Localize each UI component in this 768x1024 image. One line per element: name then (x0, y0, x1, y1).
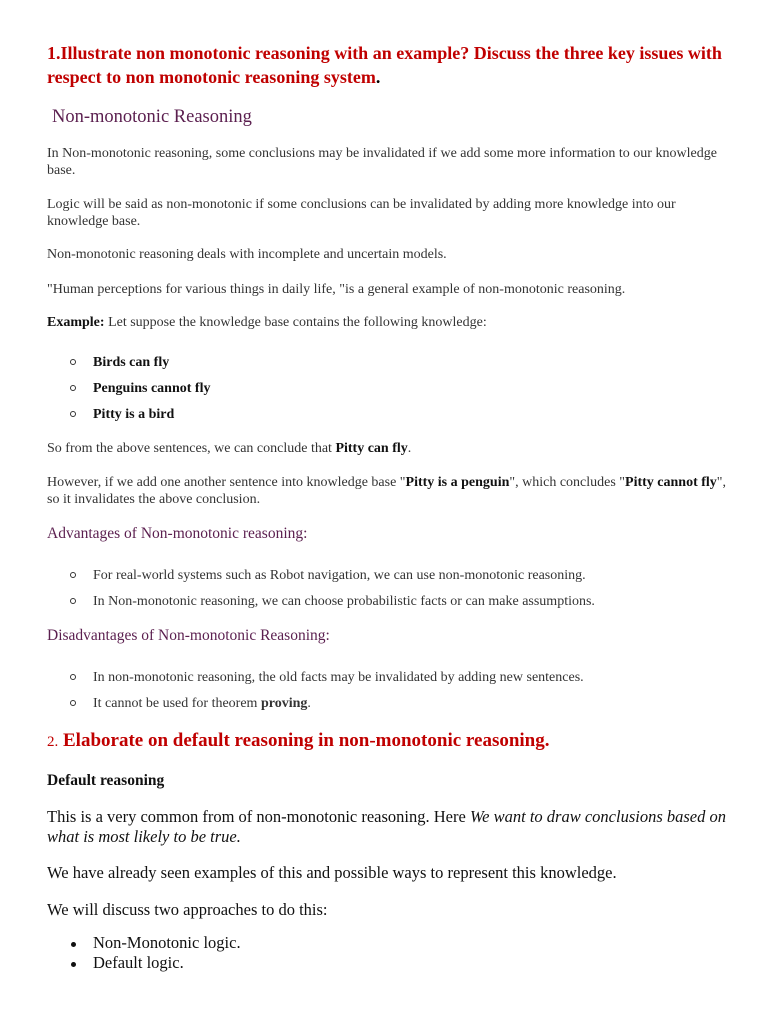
knowledge-base-list (47, 354, 727, 423)
list-item: In Non-monotonic reasoning, we can choose probabilistic facts or can make assumptions. (47, 593, 727, 610)
section-title: Non-monotonic Reasoning (52, 107, 252, 127)
list-item: Pitty is a bird (47, 406, 727, 423)
paragraph-example: Example: Let suppose the knowledge base contains the following knowledge: (47, 315, 487, 330)
list-item: Default logic. (47, 953, 241, 973)
list-item: Birds can fly (47, 354, 727, 371)
default-reasoning-heading: Default reasoning (47, 772, 165, 789)
advantages-list (47, 567, 727, 610)
circle-bullet-icon (70, 674, 76, 680)
disadvantages-heading: Disadvantages of Non-monotonic Reasoning: (47, 627, 330, 644)
disc-bullet-icon (71, 942, 76, 947)
list-item: In non-monotonic reasoning, the old facts may be invalidated by adding new sentences. (47, 669, 727, 686)
circle-bullet-icon (70, 572, 76, 578)
circle-bullet-icon (70, 385, 76, 391)
question-1-heading: 1.Illustrate non monotonic reasoning with an example? Discuss the three key issues with respect to non monotonic reasoning system. (47, 43, 722, 87)
circle-bullet-icon (70, 411, 76, 417)
example-label: Example: (47, 315, 105, 330)
list-item: It cannot be used for theorem proving. (47, 695, 727, 712)
paragraph-models: Non-monotonic reasoning deals with incomplete and uncertain models. (47, 247, 447, 262)
list-item: For real-world systems such as Robot navigation, we can use non-monotonic reasoning. (47, 567, 727, 584)
paragraph-default-reasoning: This is a very common from of non-monotonic reasoning. Here We want to draw conclusions based on what is most likely to be true. (47, 807, 727, 846)
list-item: Non-Monotonic logic. (47, 933, 241, 953)
question-2-heading: 2. Elaborate on default reasoning in non-monotonic reasoning. (47, 730, 550, 751)
paragraph-approaches: We will discuss two approaches to do this: (47, 900, 328, 919)
paragraph-however: However, if we add one another sentence into knowledge base "Pitty is a penguin", which concludes "Pitty cannot fly", so it invalidates the above conclusion. (47, 475, 726, 507)
circle-bullet-icon (70, 598, 76, 604)
disc-bullet-icon (71, 962, 76, 967)
list-item: Penguins cannot fly (47, 380, 727, 397)
approaches-list (47, 933, 241, 973)
paragraph-definition: In Non-monotonic reasoning, some conclusions may be invalidated if we add some more information to our knowledge base. (47, 146, 717, 178)
circle-bullet-icon (70, 359, 76, 365)
circle-bullet-icon (70, 700, 76, 706)
disadvantages-list (47, 669, 727, 712)
paragraph-conclusion: So from the above sentences, we can conclude that Pitty can fly. (47, 441, 412, 456)
paragraph-logic: Logic will be said as non-monotonic if some conclusions can be invalidated by adding more knowledge into our knowledge base. (47, 197, 676, 229)
paragraph-examples: We have already seen examples of this and possible ways to represent this knowledge. (47, 863, 617, 882)
paragraph-human-perceptions: "Human perceptions for various things in daily life, "is a general example of non-monotonic reasoning. (47, 282, 626, 297)
advantages-heading: Advantages of Non-monotonic reasoning: (47, 525, 308, 542)
